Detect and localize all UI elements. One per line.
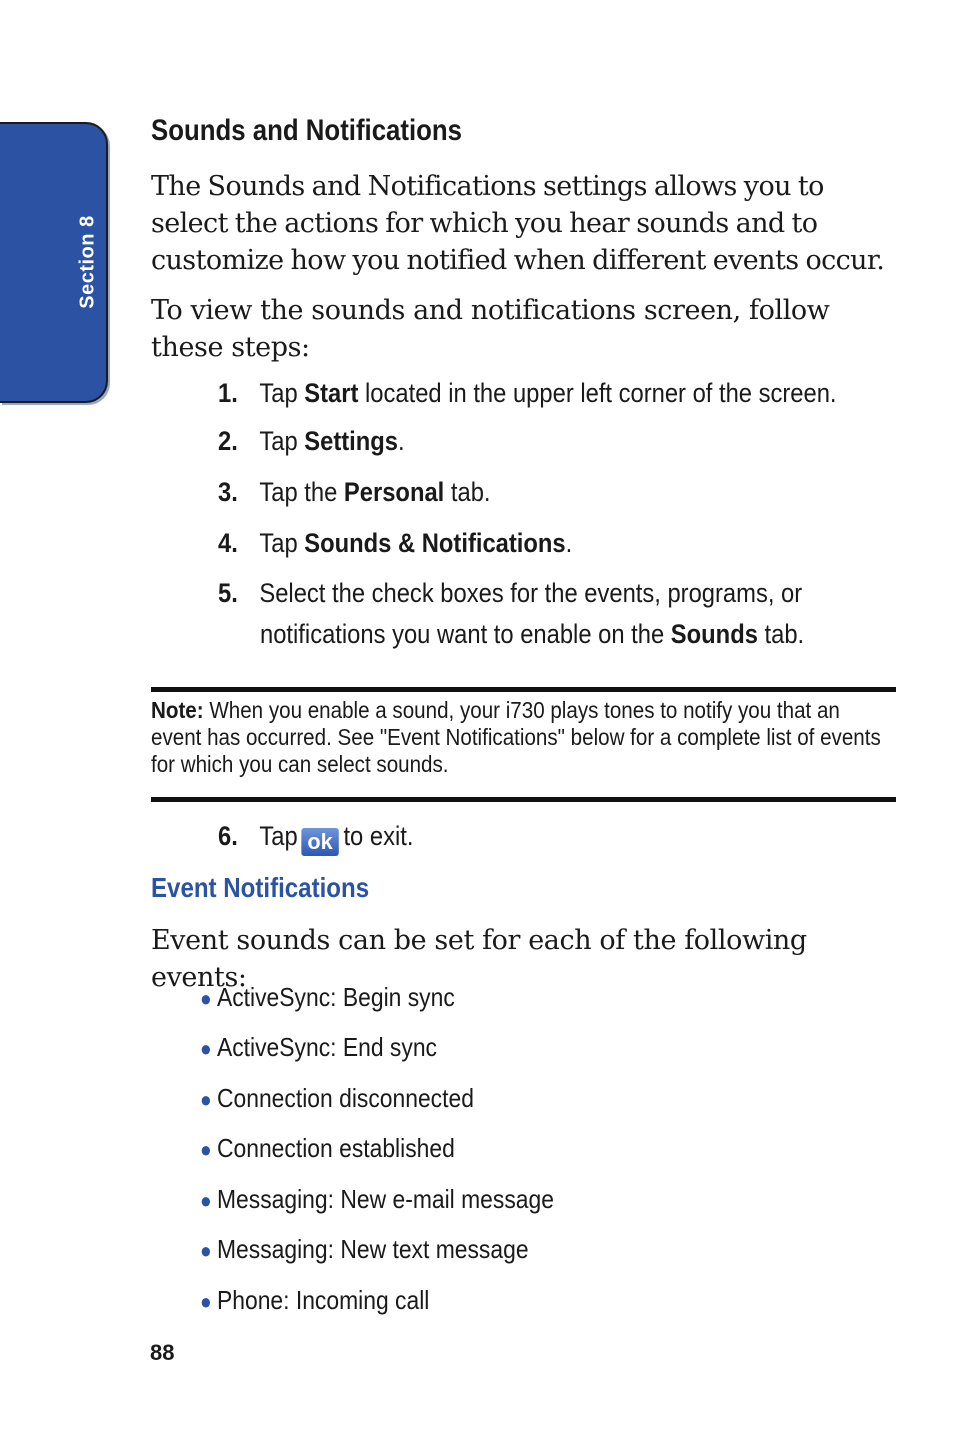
events-intro: Event sounds can be set for each of the following events: xyxy=(151,925,807,993)
list-item xyxy=(200,1234,529,1265)
list-item-text: Messaging: New text message xyxy=(216,1234,529,1264)
note-block xyxy=(151,697,894,778)
step-number: 4. xyxy=(218,528,238,558)
list-item-text: Connection established xyxy=(216,1133,455,1163)
bullet-icon: ● xyxy=(200,1188,212,1213)
page-title: Sounds and Notifications xyxy=(151,114,463,147)
note-top-divider xyxy=(151,687,896,692)
step-text: . xyxy=(565,528,573,558)
note-text: When you enable a sound, your i730 plays tones to notify you that an event has occurred. See "Event Notifications" below for a complete list of events for which you can select sounds. xyxy=(151,697,881,777)
step-text: Tap xyxy=(259,378,305,408)
bullet-icon: ● xyxy=(200,1238,212,1263)
step-number: 5. xyxy=(218,578,238,608)
view-instructions: To view the sounds and notifications screen, follow these steps: xyxy=(151,295,830,363)
ok-icon: ok xyxy=(301,828,338,856)
intro-paragraph: The Sounds and Notifications settings allows you to select the actions for which you hear sounds and to customize how you notified when different events occur. xyxy=(151,171,885,276)
step-6 xyxy=(218,821,413,856)
page-number: 88 xyxy=(150,1340,175,1365)
list-item xyxy=(200,1285,429,1316)
list-item xyxy=(200,982,455,1013)
event-notifications-heading: Event Notifications xyxy=(151,872,370,903)
step-text: Tap xyxy=(259,528,305,558)
bullet-icon: ● xyxy=(200,1036,212,1061)
step-text: notifications you want to enable on the xyxy=(260,619,671,649)
step-5-continued xyxy=(260,619,804,650)
list-item xyxy=(200,1184,554,1215)
step-text: Tap xyxy=(259,426,305,456)
list-item xyxy=(200,1032,437,1063)
bullet-icon: ● xyxy=(200,1289,212,1314)
step-4 xyxy=(218,528,572,559)
step-5 xyxy=(218,578,802,609)
list-item-text: ActiveSync: Begin sync xyxy=(216,982,455,1012)
step-text: Tap xyxy=(259,821,298,851)
step-3 xyxy=(218,477,491,508)
list-item xyxy=(200,1083,474,1114)
note-label: Note: xyxy=(151,697,204,723)
bullet-icon: ● xyxy=(200,1137,212,1162)
step-keyword: Settings xyxy=(304,426,399,456)
step-number: 1. xyxy=(218,378,238,408)
step-keyword: Start xyxy=(304,378,359,408)
step-number: 3. xyxy=(218,477,238,507)
list-item-text: Phone: Incoming call xyxy=(216,1285,430,1315)
step-1 xyxy=(218,378,837,409)
step-text: Tap the xyxy=(259,477,344,507)
list-item-text: ActiveSync: End sync xyxy=(216,1032,437,1062)
step-text: . xyxy=(398,426,405,456)
step-text: to exit. xyxy=(343,821,414,851)
step-keyword: Sounds & Notifications xyxy=(304,528,566,558)
list-item-text: Connection disconnected xyxy=(216,1083,474,1113)
step-2 xyxy=(218,426,405,457)
step-text: tab. xyxy=(757,619,805,649)
step-text: Select the check boxes for the events, programs, or xyxy=(259,578,803,608)
step-text: located in the upper left corner of the screen. xyxy=(358,378,837,408)
bullet-icon: ● xyxy=(200,1087,212,1112)
step-number: 2. xyxy=(218,426,238,456)
list-item-text: Messaging: New e-mail message xyxy=(216,1184,554,1214)
step-keyword: Sounds xyxy=(670,619,758,649)
bullet-icon: ● xyxy=(200,986,212,1011)
list-item xyxy=(200,1133,455,1164)
step-number: 6. xyxy=(218,821,238,851)
section-tab-label: Section 8 xyxy=(76,215,99,309)
step-text: tab. xyxy=(444,477,491,507)
step-keyword: Personal xyxy=(343,477,445,507)
note-bottom-divider xyxy=(151,797,896,802)
